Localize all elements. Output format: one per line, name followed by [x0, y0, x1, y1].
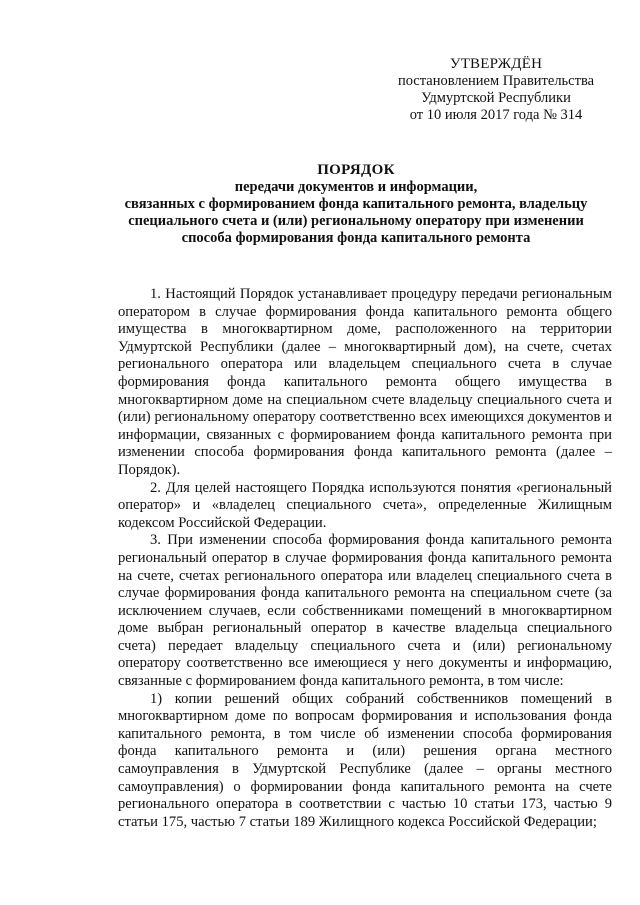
approval-line: постановлением Правительства — [397, 73, 595, 89]
approval-line: Удмуртской Республики — [421, 90, 571, 106]
approval-line: от 10 июля 2017 года № 314 — [409, 107, 583, 123]
paragraph-3: 3. При изменении способа формирования фонда капитального ремонта региональный оператор в случае формирования фонда капитального ремонта на счете, счетах регионального оператора или владелец специального счета в случае формирования фонда капитального ремонта на специальном счете (за исключением случаев, если собственниками помещений в многоквартирном доме выбран региональный оператор в качестве владельца специального счета) передает владельцу специального счета и (или) региональному оператору соответственно все имеющиеся у него документы и информацию, связанные с формированием фонда капитального ремонта, в том числе: — [118, 532, 612, 690]
paragraph-1: 1. Настоящий Порядок устанавливает процедуру передачи региональным оператором в случае формирования фонда капитального ремонта общего имущества в многоквартирном доме, расположенного на территории Удмуртской Республики (далее – многоквартирный дом), на счете, счетах регионального оператора или владельцем специального счета в случае формирования фонда капитального ремонта общего имущества в многоквартирном доме на специальном счете владельцу специального счета и (или) региональному оператору соответственно всех имеющихся документов и информации, связанных с формированием фонда капитального ремонта при изменении способа формирования фонда капитального ремонта (далее – Порядок). — [118, 286, 612, 478]
document-title — [96, 162, 616, 247]
title-line: специального счета и (или) региональному оператору при изменении — [128, 213, 584, 229]
document-body — [118, 286, 612, 831]
title-main: ПОРЯДОК — [317, 162, 395, 178]
approval-heading: УТВЕРЖДЁН — [449, 56, 543, 72]
title-line: передачи документов и информации, — [234, 179, 478, 195]
subparagraph-1: 1) копии решений общих собраний собственников помещений в многоквартирном доме по вопросам формирования и использования фонда капитального ремонта, в том числе об изменении способа формирования фонда капитального ремонта и (или) решения органа местного самоуправления в Удмуртской Республике (далее – органы местного самоуправления) о формировании фонда капитального ремонта на счете регионального оператора в соответствии с частью 10 статьи 173, частью 9 статьи 175, частью 7 статьи 189 Жилищного кодекса Российской Федерации; — [118, 690, 612, 830]
paragraph-2: 2. Для целей настоящего Порядка используются понятия «региональный оператор» и «владелец специального счета», определенные Жилищным кодексом Российской Федерации. — [118, 479, 612, 531]
title-line: способа формирования фонда капитального ремонта — [181, 230, 531, 246]
approval-stamp — [380, 56, 612, 124]
title-line: связанных с формированием фонда капитального ремонта, владельцу — [124, 196, 588, 212]
